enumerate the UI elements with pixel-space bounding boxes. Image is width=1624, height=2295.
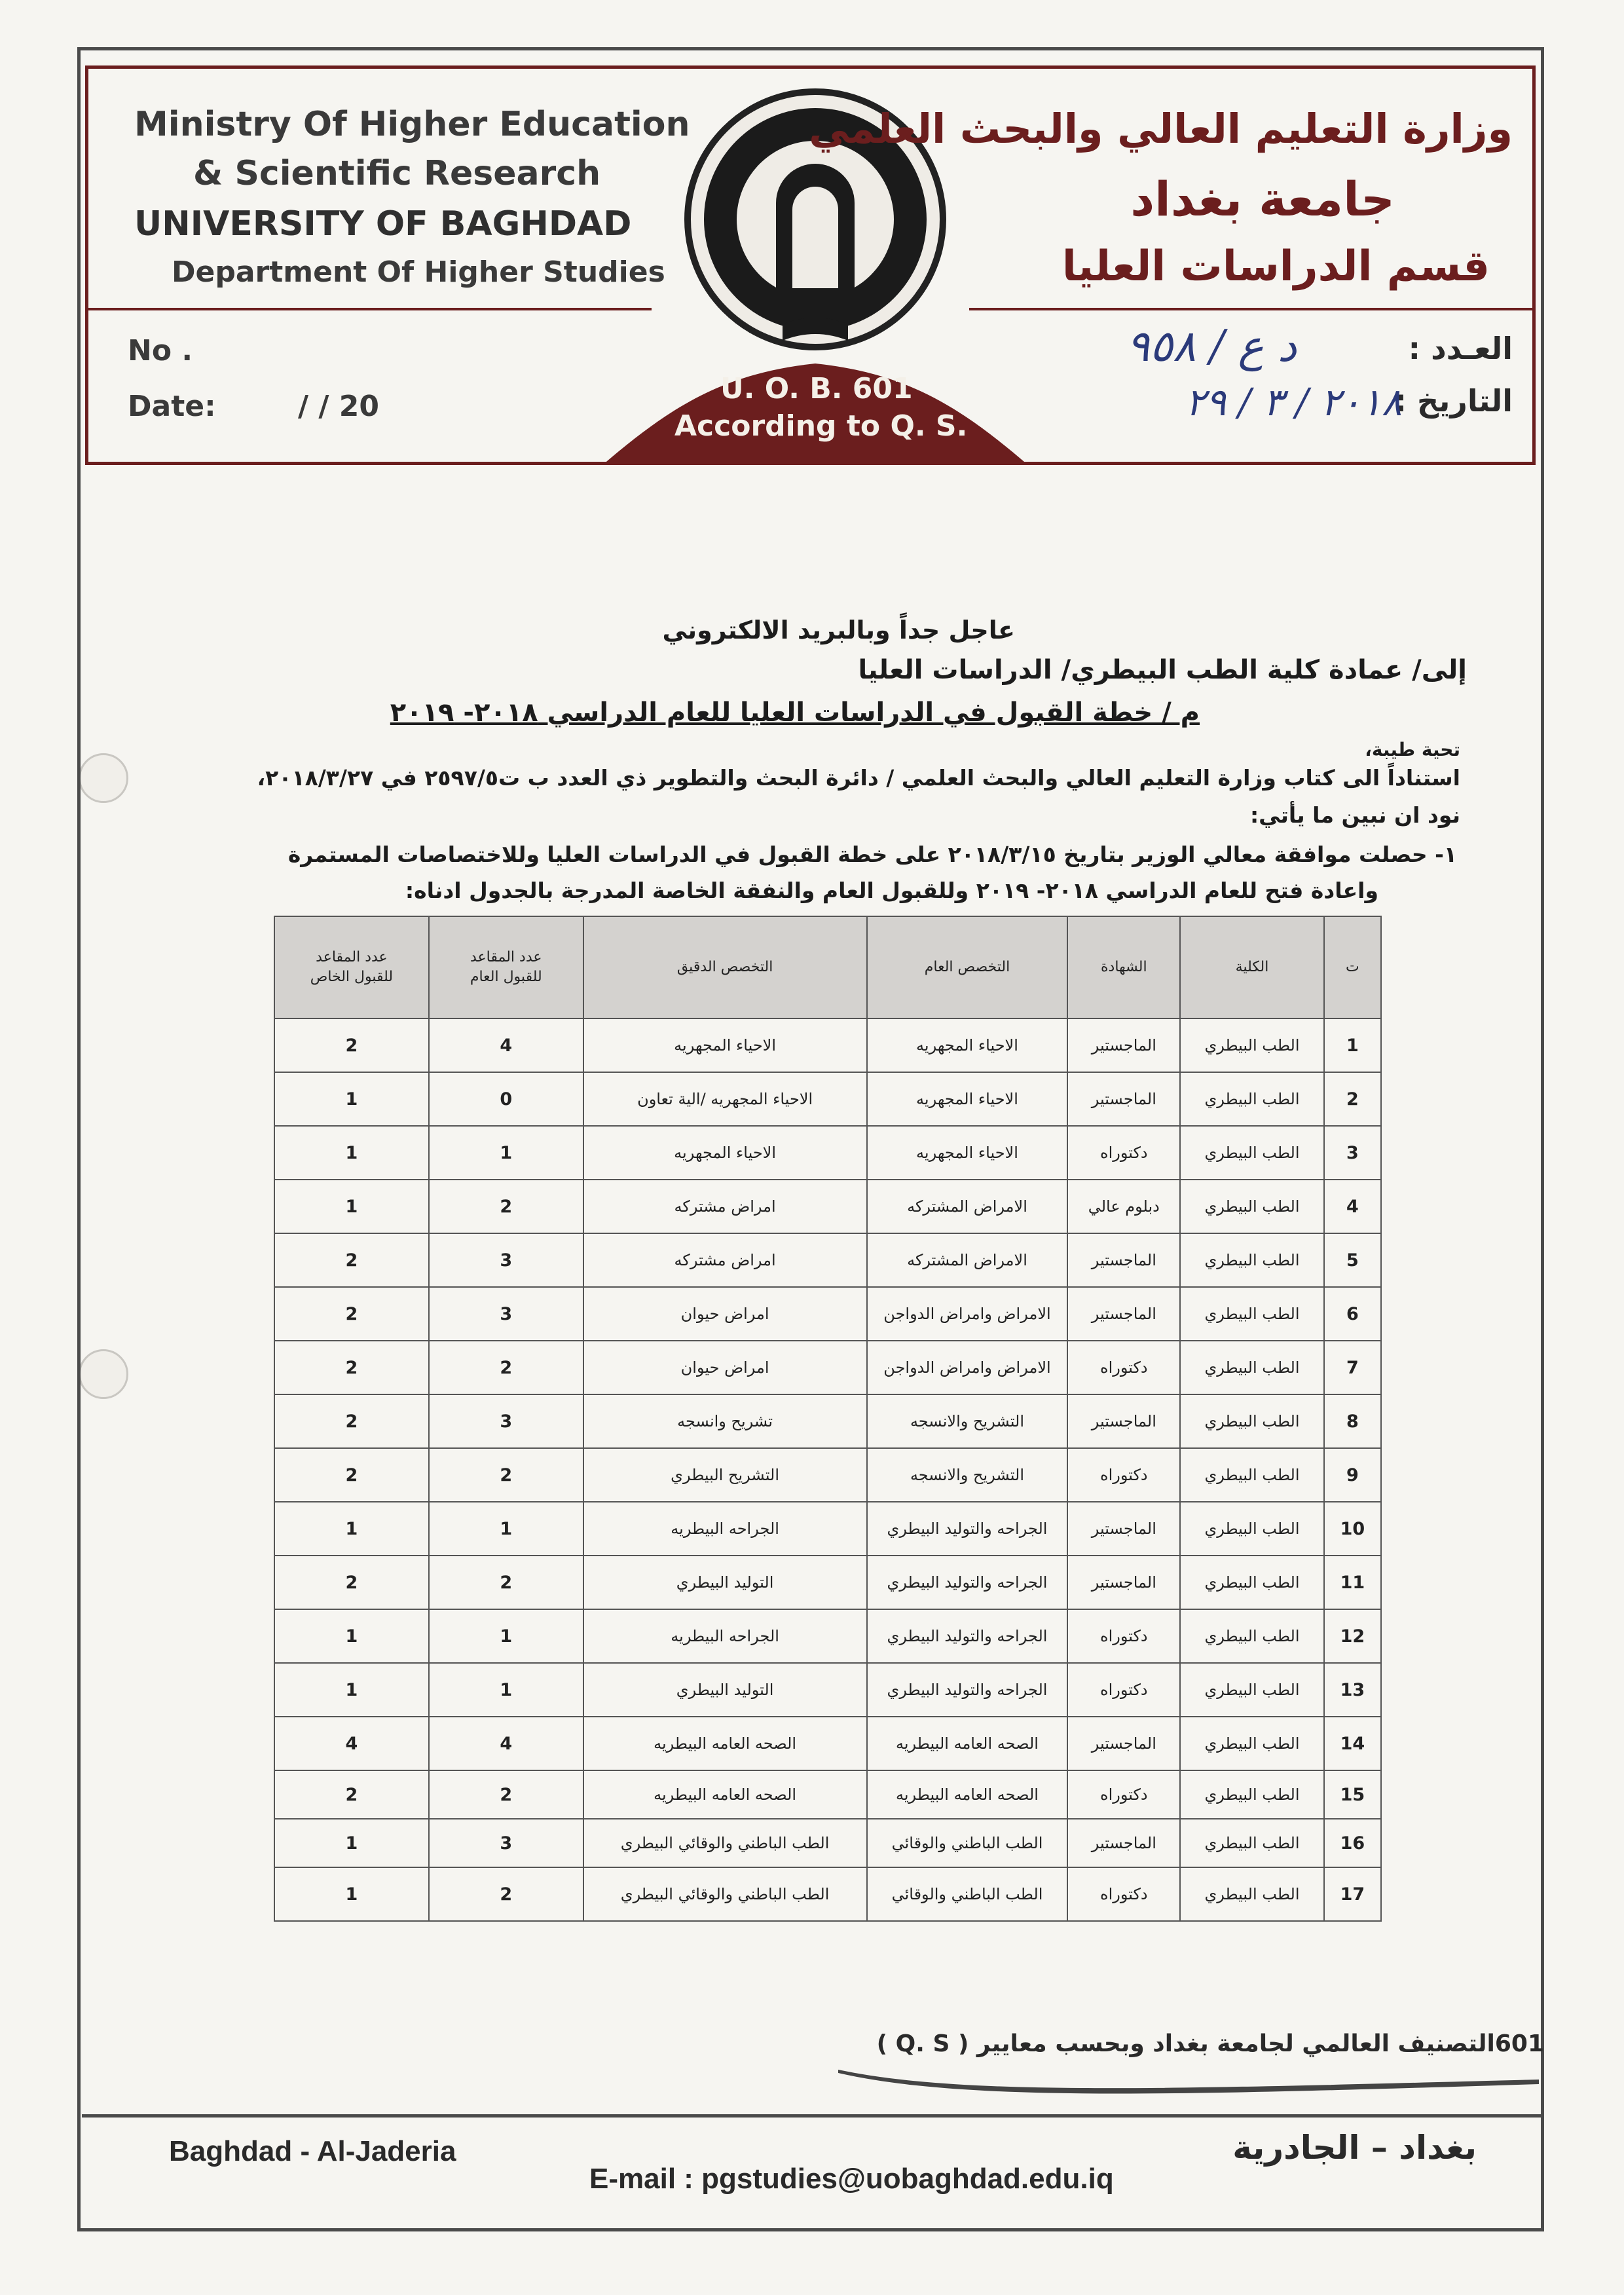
point-1-line-2: واعادة فتح للعام الدراسي ٢٠١٨- ٢٠١٩ وللقبول العام والنفقة الخاصة المدرجة بالجدول ادناه: — [405, 878, 1378, 903]
cell-seq: 4 — [1324, 1180, 1381, 1233]
cell-seq: 5 — [1324, 1233, 1381, 1287]
col-private-seats: عدد المقاعد للقبول الخاص — [274, 916, 429, 1018]
cell-specific: التوليد البيطري — [583, 1663, 867, 1717]
admission-plan-table — [274, 916, 1382, 1922]
cell-specific: التشريح البيطري — [583, 1448, 867, 1502]
cell-general: الجراحه والتوليد البيطري — [867, 1556, 1068, 1609]
table-row — [274, 1072, 1381, 1126]
col-specific-specialization: التخصص الدقيق — [583, 916, 867, 1018]
cell-college: الطب البيطري — [1180, 1341, 1324, 1394]
table-row — [274, 1233, 1381, 1287]
cell-seats-general: 1 — [429, 1502, 583, 1556]
logo-rank-line2: According to Q. S. — [674, 409, 968, 443]
handwritten-date: ٢٠١٨ / ٣ / ٢٩ — [1185, 380, 1402, 424]
department-name-ar: قسم الدراسات العليا — [1061, 242, 1490, 291]
cell-general: التشريح والانسجه — [867, 1394, 1068, 1448]
cell-seats-private: 1 — [274, 1502, 429, 1556]
cell-general: الامراض وامراض الدواجن — [867, 1341, 1068, 1394]
cell-degree: دبلوم عالي — [1067, 1180, 1180, 1233]
cell-college: الطب البيطري — [1180, 1663, 1324, 1717]
footer-divider — [82, 2114, 1541, 2118]
cell-seats-private: 2 — [274, 1394, 429, 1448]
table-row — [274, 1770, 1381, 1819]
cell-college: الطب البيطري — [1180, 1072, 1324, 1126]
greeting: تحية طيبة، — [1365, 739, 1460, 760]
col-seq: ت — [1324, 916, 1381, 1018]
table-row — [274, 1180, 1381, 1233]
cell-seats-private: 1 — [274, 1867, 429, 1921]
cell-seq: 14 — [1324, 1717, 1381, 1770]
table-row — [274, 1394, 1381, 1448]
col-college: الكلية — [1180, 916, 1324, 1018]
cell-degree: دكتوراه — [1067, 1126, 1180, 1180]
qs-ranking-line: 601التصنيف العالمي لجامعة بغداد وبحسب معايير ( Q. S ) — [876, 2030, 1544, 2057]
cell-seq: 10 — [1324, 1502, 1381, 1556]
cell-seats-general: 3 — [429, 1394, 583, 1448]
cell-seq: 17 — [1324, 1867, 1381, 1921]
cell-seq: 11 — [1324, 1556, 1381, 1609]
cell-seats-general: 1 — [429, 1609, 583, 1663]
table-row — [274, 1018, 1381, 1072]
cell-general: الامراض المشتركه — [867, 1233, 1068, 1287]
cell-general: الاحياء المجهريه — [867, 1072, 1068, 1126]
email-address: E-mail : pgstudies@uobaghdad.edu.iq — [589, 2163, 1114, 2195]
cell-specific: الصحه العامه البيطريه — [583, 1717, 867, 1770]
cell-degree: الماجستير — [1067, 1233, 1180, 1287]
cell-seats-private: 1 — [274, 1819, 429, 1867]
date-blank-en: / / 20 — [298, 390, 380, 423]
cell-college: الطب البيطري — [1180, 1502, 1324, 1556]
cell-general: الجراحه والتوليد البيطري — [867, 1502, 1068, 1556]
point-1-line-1: ١- حصلت موافقة معالي الوزير بتاريخ ٢٠١٨/٣/١٥ على خطة القبول في الدراسات العليا وللاختصاصات المستمرة — [287, 842, 1457, 867]
cell-college: الطب البيطري — [1180, 1770, 1324, 1819]
table-row — [274, 1502, 1381, 1556]
table-row — [274, 1609, 1381, 1663]
table-row — [274, 1126, 1381, 1180]
cell-seats-private: 2 — [274, 1556, 429, 1609]
notice-line: نود ان نبين ما يأتي: — [1249, 802, 1460, 828]
cell-general: الصحه العامه البيطريه — [867, 1770, 1068, 1819]
cell-degree: دكتوراه — [1067, 1341, 1180, 1394]
cell-general: الاحياء المجهريه — [867, 1018, 1068, 1072]
cell-college: الطب البيطري — [1180, 1448, 1324, 1502]
cell-seats-general: 1 — [429, 1663, 583, 1717]
cell-degree: دكتوراه — [1067, 1770, 1180, 1819]
cell-seats-general: 2 — [429, 1867, 583, 1921]
table-row — [274, 1556, 1381, 1609]
ministry-name-ar: وزارة التعليم العالي والبحث العلمي — [809, 105, 1513, 153]
cell-college: الطب البيطري — [1180, 1180, 1324, 1233]
cell-degree: دكتوراه — [1067, 1448, 1180, 1502]
cell-seats-private: 2 — [274, 1448, 429, 1502]
number-label-en: No . — [128, 334, 193, 367]
cell-specific: الجراحه البيطريه — [583, 1609, 867, 1663]
cell-degree: الماجستير — [1067, 1287, 1180, 1341]
cell-seats-general: 4 — [429, 1018, 583, 1072]
logo-rank-line1: U. O. B. 601 — [720, 372, 913, 405]
cell-general: الطب الباطني والوقائي — [867, 1819, 1068, 1867]
handwritten-reference-number: د ع / ٩٥٨ — [1126, 321, 1297, 371]
cell-general: الصحه العامه البيطريه — [867, 1717, 1068, 1770]
cell-general: الجراحه والتوليد البيطري — [867, 1609, 1068, 1663]
cell-degree: الماجستير — [1067, 1018, 1180, 1072]
cell-degree: الماجستير — [1067, 1819, 1180, 1867]
cell-general: الامراض المشتركه — [867, 1180, 1068, 1233]
cell-college: الطب البيطري — [1180, 1556, 1324, 1609]
cell-general: الطب الباطني والوقائي — [867, 1867, 1068, 1921]
address-en: Baghdad - Al-Jaderia — [169, 2135, 456, 2167]
date-label-ar: التاريخ : — [1394, 383, 1513, 419]
urgency-note: عاجل جداً وبالبريد الالكتروني — [662, 616, 1015, 644]
number-label-ar: العـدد : — [1408, 331, 1513, 366]
cell-seq: 15 — [1324, 1770, 1381, 1819]
cell-seats-general: 4 — [429, 1717, 583, 1770]
cell-specific: الاحياء المجهريه — [583, 1018, 867, 1072]
cell-specific: امراض مشتركه — [583, 1233, 867, 1287]
cell-college: الطب البيطري — [1180, 1018, 1324, 1072]
table-row — [274, 1341, 1381, 1394]
cell-seats-private: 1 — [274, 1663, 429, 1717]
cell-seq: 1 — [1324, 1018, 1381, 1072]
recipient-line: إلى/ عمادة كلية الطب البيطري/ الدراسات العليا — [858, 655, 1467, 685]
cell-seats-private: 2 — [274, 1018, 429, 1072]
cell-seats-private: 1 — [274, 1126, 429, 1180]
cell-seats-private: 1 — [274, 1072, 429, 1126]
cell-seq: 3 — [1324, 1126, 1381, 1180]
cell-seq: 7 — [1324, 1341, 1381, 1394]
ministry-subtitle-en: & Scientific Research — [193, 154, 601, 193]
cell-seats-general: 2 — [429, 1556, 583, 1609]
cell-seats-general: 2 — [429, 1448, 583, 1502]
table-row — [274, 1448, 1381, 1502]
date-label-en: Date: — [128, 390, 216, 423]
letterhead-divider-left — [88, 308, 652, 310]
cell-general: الجراحه والتوليد البيطري — [867, 1663, 1068, 1717]
cell-college: الطب البيطري — [1180, 1609, 1324, 1663]
cell-college: الطب البيطري — [1180, 1287, 1324, 1341]
table-row — [274, 1819, 1381, 1867]
cell-seq: 13 — [1324, 1663, 1381, 1717]
cell-seats-general: 1 — [429, 1126, 583, 1180]
table-row — [274, 1867, 1381, 1921]
cell-college: الطب البيطري — [1180, 1394, 1324, 1448]
cell-specific: الطب الباطني والوقائي البيطري — [583, 1819, 867, 1867]
cell-general: الاحياء المجهريه — [867, 1126, 1068, 1180]
table-row — [274, 1663, 1381, 1717]
cell-specific: التوليد البيطري — [583, 1556, 867, 1609]
cell-seats-private: 1 — [274, 1180, 429, 1233]
subject-line: م / خطة القبول في الدراسات العليا للعام الدراسي ٢٠١٨- ٢٠١٩ — [390, 698, 1200, 728]
table-row — [274, 1717, 1381, 1770]
ministry-name-en: Ministry Of Higher Education — [134, 105, 690, 144]
cell-seq: 8 — [1324, 1394, 1381, 1448]
col-general-specialization: التخصص العام — [867, 916, 1068, 1018]
cell-seats-private: 2 — [274, 1341, 429, 1394]
cell-seats-general: 2 — [429, 1341, 583, 1394]
cell-college: الطب البيطري — [1180, 1233, 1324, 1287]
cell-specific: امراض حيوان — [583, 1341, 867, 1394]
university-name-en: UNIVERSITY OF BAGHDAD — [134, 204, 632, 244]
cell-seq: 16 — [1324, 1819, 1381, 1867]
address-ar: بغداد – الجادرية — [1232, 2129, 1477, 2167]
cell-seats-private: 2 — [274, 1770, 429, 1819]
cell-seq: 9 — [1324, 1448, 1381, 1502]
cell-specific: تشريح وانسجه — [583, 1394, 867, 1448]
cell-specific: الصحه العامه البيطريه — [583, 1770, 867, 1819]
cell-seq: 6 — [1324, 1287, 1381, 1341]
cell-seats-general: 2 — [429, 1180, 583, 1233]
cell-general: الامراض وامراض الدواجن — [867, 1287, 1068, 1341]
table-header-row — [274, 916, 1381, 1018]
cell-general: التشريح والانسجه — [867, 1448, 1068, 1502]
cell-seats-private: 1 — [274, 1609, 429, 1663]
table-row — [274, 1287, 1381, 1341]
letterhead-divider-right — [969, 308, 1532, 310]
university-name-ar: جامعة بغداد — [1130, 172, 1395, 227]
cell-college: الطب البيطري — [1180, 1126, 1324, 1180]
cell-college: الطب البيطري — [1180, 1819, 1324, 1867]
reference-paragraph: استناداً الى كتاب وزارة التعليم العالي والبحث العلمي / دائرة البحث والتطوير ذي العدد ب ت٢٥٩٧/٥ في ٢٠١٨/٣/٢٧، — [257, 765, 1460, 791]
col-degree: الشهادة — [1067, 916, 1180, 1018]
cell-seats-private: 2 — [274, 1287, 429, 1341]
cell-degree: الماجستير — [1067, 1072, 1180, 1126]
cell-specific: الاحياء المجهريه /الية تعاون — [583, 1072, 867, 1126]
cell-seats-private: 2 — [274, 1233, 429, 1287]
cell-specific: امراض مشتركه — [583, 1180, 867, 1233]
cell-degree: الماجستير — [1067, 1394, 1180, 1448]
cell-seats-general: 3 — [429, 1819, 583, 1867]
cell-degree: دكتوراه — [1067, 1663, 1180, 1717]
cell-degree: الماجستير — [1067, 1556, 1180, 1609]
cell-college: الطب البيطري — [1180, 1717, 1324, 1770]
cell-seats-general: 0 — [429, 1072, 583, 1126]
cell-degree: الماجستير — [1067, 1717, 1180, 1770]
cell-specific: الاحياء المجهريه — [583, 1126, 867, 1180]
cell-seats-general: 3 — [429, 1287, 583, 1341]
department-name-en: Department Of Higher Studies — [172, 255, 665, 289]
cell-seq: 12 — [1324, 1609, 1381, 1663]
cell-degree: دكتوراه — [1067, 1867, 1180, 1921]
cell-specific: الطب الباطني والوقائي البيطري — [583, 1867, 867, 1921]
col-general-seats: عدد المقاعد للقبول العام — [429, 916, 583, 1018]
cell-degree: الماجستير — [1067, 1502, 1180, 1556]
cell-seats-general: 3 — [429, 1233, 583, 1287]
cell-college: الطب البيطري — [1180, 1867, 1324, 1921]
cell-specific: الجراحه البيطريه — [583, 1502, 867, 1556]
cell-seats-general: 2 — [429, 1770, 583, 1819]
cell-seq: 2 — [1324, 1072, 1381, 1126]
cell-degree: دكتوراه — [1067, 1609, 1180, 1663]
cell-specific: امراض حيوان — [583, 1287, 867, 1341]
cell-seats-private: 4 — [274, 1717, 429, 1770]
